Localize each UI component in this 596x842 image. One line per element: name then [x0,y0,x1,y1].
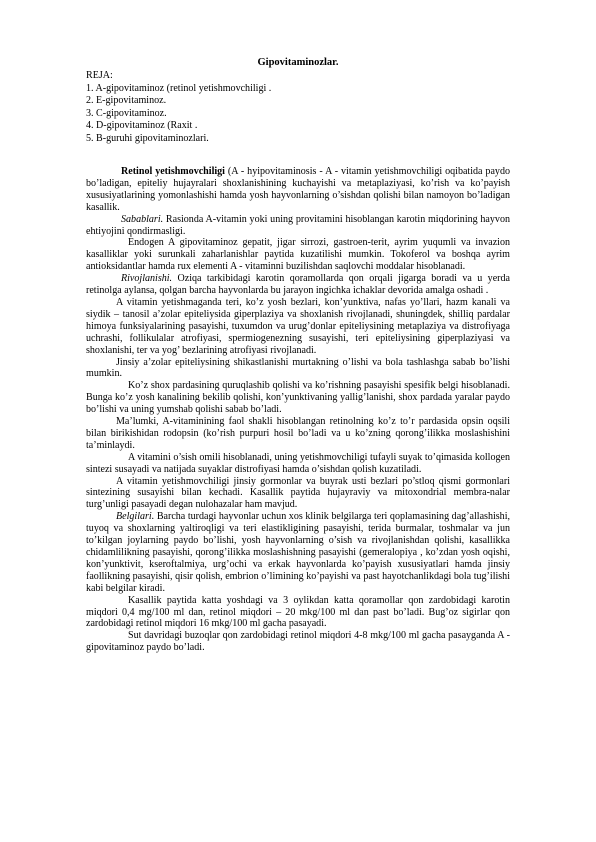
section-label-development: Rivojlanishi. [121,273,173,285]
plan-heading: REJA: [86,70,113,81]
paragraph-growth: A vitamini o’sish omili hisoblanadi, uning yetishmovchiligi tufayli suyak to’qimasida kollogen sintezi susayadi va natijada suyaklar distrofiyasi hamda o’sishdan qolish kuzatiladi. [86,451,510,475]
document-body [86,166,510,654]
plan-section [86,70,526,146]
plan-item: 5. B-guruhi gipovitaminozlari. [86,132,209,144]
paragraph-hormones: A vitamin yetishmovchiligi jinsiy gormonlar va buyrak usti bezlari po’stloq qismi gormonlari sintezining susayishi bilan kechadi. Kasallik paytida hujayraviy va mitoxondrial membra-nalar turg’unligi pasayadi degan nulohazalar ham mavjud. [86,475,510,511]
paragraph-development: Rivojlanishi. Oziqa tarkibidagi karotin qoramollarda qon orqali jigarga boradi va u yerda retinolga aylansa, qolgan barcha hayvonlarda bu jarayon ingichka ichaklar devorida amalga oshadi . [86,273,510,297]
plan-item: 4. D-gipovitaminoz (Raxit . [86,120,198,132]
paragraph-calves: Sut davridagi buzoqlar qon zardobidagi retinol miqdori 4-8 mkg/100 ml gacha pasayganda A - gipovitaminoz paydo bo’ladi. [86,630,510,654]
paragraph-endogenous: Endogen A gipovitaminoz gepatit, jigar sirrozi, gastroen-terit, ayrim yuqumli va invazion kasalliklar yoki surunkali zaharlanishlar paytida kuzatilishi mumkin. Tokoferol va boshqa ayrim antioksidantlar hamda rux elementi A - vitaminni buzilishdan saqlovchi moddalar hisoblanadi. [86,237,510,273]
page-title: Gipovitaminozlar. [257,57,339,68]
paragraph-symptoms: Belgilari. Barcha turdagi hayvonlar uchun xos klinik belgilarga teri qoplamasining dag’allashishi, tuyoq va shoxlarning yaltiroqligi va teri elastikligining pasayishi, terida burmalar, toshmalar va jun to’kilgan joylarning paydo bo’lishi, yosh hayvonlarning o’sish va rivojlanishdan qolishi, kasallikka chidamlilikning pasayishi, qorong’ilikka moslashishning pasayishi (gemeralopiya , ko’zdan yosh oqishi, kon’yunktivit, kseroftalmiya, urg’ochi va erkak hayvonlarda ko’payish xususiyatlari hamda jinsiy faollikning pasayishi, qisir qolish, embrion o’limining ko’payishi va past hayotchanlikdagi bola tug’ilishi kabi belgilar kiradi. [86,511,510,594]
paragraph-definition: Retinol yetishmovchiligi (A - hyipovitaminosis - A - vitamin yetishmovchiligi oqibatida paydo bo’ladigan, epiteliy hujayralari shoxlanishining kuchayishi va metaplaziyasi, ko’rish va ko’payish xususiyatlarining yomonlashishi hamda yosh hayvonlarning o’sishdan qolishi bilan namoyon bo’ladigan kasallik. [86,166,510,213]
plan-item: 3. C-gipovitaminoz. [86,107,167,119]
paragraph-reproductive: Jinsiy a’zolar epiteliysining shikastlanishi murtakning o’lishi va bola tashlashga sabab bo’lishi mumkin. [86,356,510,380]
paragraph-retinol-vision: Ma’lumki, A-vitaminining faol shakli hisoblangan retinolning ko’z to’r pardasida opsin oqsili bilan birikishidan rodopsin (ko’rish purpuri hosil bo’ladi va u ko’zning qorong’ilikka moslashishini ta’minlaydi. [86,416,510,451]
term-retinol-deficiency: Retinol yetishmovchiligi [121,166,225,177]
section-label-symptoms: Belgilari. [116,511,155,523]
paragraph-epithelium: A vitamin yetishmaganda teri, ko’z yosh bezlari, kon’yunktiva, nafas yo’llari, hazm kanali va siydik – tanosil a’zolar epiteliysida giperplaziya va shoxlanish rivojlanadi, shuningdek, shilliq pardalar himoya funksiyalarining pasayishi, tuxumdon va urug’donlar epiteliysining metaplaziya va distrofiyaga uchrashi, follikulalar atrofiyasi, spermiogenezning susayishi, teri epiteliysining giperplaziyasi va shoxlanishi, ter va yog’ bezlarining atrofiyasi rivojlanadi. [86,296,510,356]
section-label-causes: Sabablari. [121,213,164,225]
paragraph-eye: Ko’z shox pardasining quruqlashib qolishi va ko’rishning pasayishi spesifik belgi hisoblanadi. Bunga ko’z yosh kanalining bekilib qolishi, kon’yunktivaning yallig’lanishi, shox pardada yaralar paydo bo’lishi va uning yumshab qolishi sabab bo’ladi. [86,380,510,416]
plan-item: 2. E-gipovitaminoz. [86,95,167,107]
plan-item: 1. A-gipovitaminoz (retinol yetishmovchiligi . [86,82,272,94]
paragraph-carotene-levels: Kasallik paytida katta yoshdagi va 3 oylikdan katta qoramollar qon zardobidagi karotin miqdori 0,4 mg/100 ml dan, retinol miqdori – 20 mkg/100 ml dan past bo’ladi. Bug’oz sigirlar qon zardobidagi retinol miqdori 16 mkg/100 ml gacha pasayadi. [86,594,510,630]
paragraph-causes: Sabablari. Rasionda A-vitamin yoki uning provitamini hisoblangan karotin miqdorining hayvon ehtiyojini qondirmasligi. [86,213,510,237]
